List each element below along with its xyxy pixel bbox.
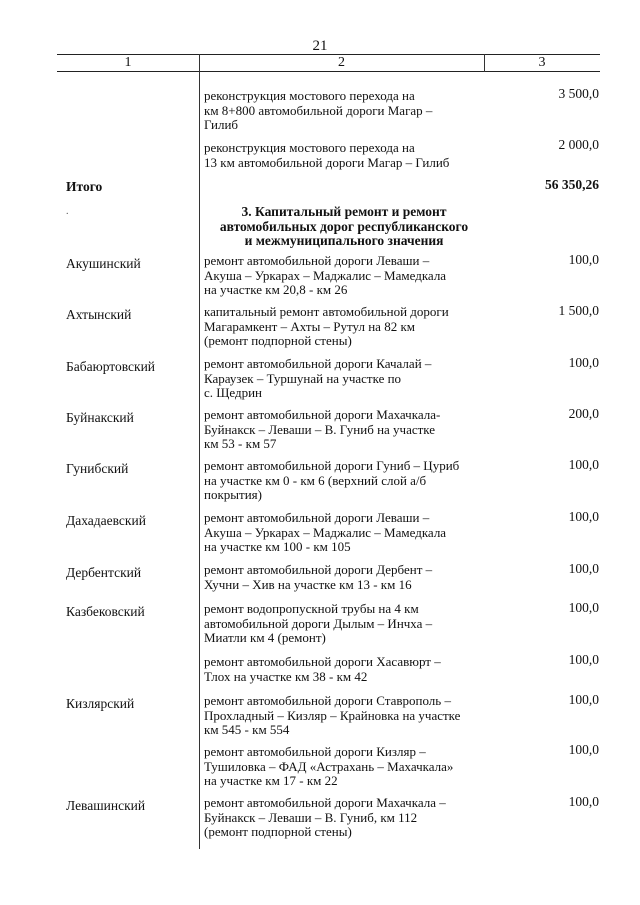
district-name: Кизлярский — [66, 696, 135, 711]
road-work-description: ремонт автомобильной дороги Гуниб – Цуриб на участке км 0 - км 6 (верхний слой а/б покрытия) — [204, 458, 460, 502]
road-work-description: ремонт автомобильной дороги Махачкала- Буйнакск – Леваши – В. Гуниб на участке км 53 - км 57 — [204, 407, 441, 451]
column-number-1: 1 — [124, 55, 132, 70]
amount: 100,0 — [568, 692, 599, 707]
district-name: Ахтынский — [66, 307, 132, 322]
district-name: Казбековский — [66, 604, 145, 619]
district-name: Буйнакский — [66, 410, 134, 425]
amount: 100,0 — [568, 600, 599, 615]
road-work-description: ремонт автомобильной дороги Хасавюрт – Тлох на участке км 38 - км 42 — [204, 654, 441, 684]
amount: 100,0 — [568, 742, 599, 757]
amount: 3 500,0 — [558, 86, 599, 101]
column-number-3: 3 — [538, 55, 546, 70]
amount: 100,0 — [568, 561, 599, 576]
total-label: Итого — [66, 179, 103, 194]
header-bottom-rule — [57, 71, 600, 72]
amount: 100,0 — [568, 355, 599, 370]
amount: 200,0 — [568, 406, 599, 421]
district-name: Гунибский — [66, 461, 129, 476]
district-name: Дахадаевский — [66, 513, 146, 528]
district-name: Акушинский — [66, 256, 141, 271]
road-work-description: ремонт автомобильной дороги Кизляр – Тушиловка – ФАД «Астрахань – Махачкала» на участке км 17 - км 22 — [204, 744, 454, 788]
road-work-description: ремонт автомобильной дороги Качалай – Караузек – Туршунай на участке по с. Щедрин — [204, 356, 432, 400]
district-name: Левашинский — [66, 798, 146, 813]
column-number-2: 2 — [338, 55, 345, 70]
amount: 100,0 — [568, 509, 599, 524]
road-work-description: реконструкция мостового перехода на 13 км автомобильной дороги Магар – Гилиб — [204, 140, 450, 170]
column-divider-right — [484, 54, 485, 72]
road-work-description: ремонт автомобильной дороги Леваши – Акуша – Уркарах – Маджалис – Мамедкала на участке км 100 - км 105 — [204, 510, 447, 554]
road-work-description: капитальный ремонт автомобильной дороги Магарамкент – Ахты – Рутул на 82 км (ремонт подпорной стены) — [204, 304, 449, 348]
amount: 2 000,0 — [558, 137, 599, 152]
road-work-description: ремонт водопропускной трубы на 4 км автомобильной дороги Дылым – Инчха – Миатли км 4 (ремонт) — [204, 601, 433, 645]
road-work-description: ремонт автомобильной дороги Леваши – Акуша – Уркарах – Маджалис – Мамедкала на участке км 20,8 - км 26 — [204, 253, 447, 297]
amount: 100,0 — [568, 794, 599, 809]
total-amount: 56 350,26 — [545, 177, 599, 192]
amount: 1 500,0 — [558, 303, 599, 318]
road-work-description: ремонт автомобильной дороги Ставрополь – Прохладный – Кизляр – Крайновка на участке км 545 - км 554 — [204, 693, 461, 737]
amount: 100,0 — [568, 457, 599, 472]
page-number: 21 — [312, 38, 328, 54]
road-work-description: реконструкция мостового перехода на км 8+800 автомобильной дороги Магар – Гилиб — [204, 88, 433, 132]
margin-dot: . — [66, 206, 69, 217]
amount: 100,0 — [568, 652, 599, 667]
district-name: Дербентский — [66, 565, 142, 580]
amount: 100,0 — [568, 252, 599, 267]
section-heading: 3. Капитальный ремонт и ремонт автомобильных дорог республиканского и межмуниципального значения — [219, 204, 469, 248]
district-name: Бабаюртовский — [66, 359, 156, 374]
road-work-description: ремонт автомобильной дороги Дербент – Хучни – Хив на участке км 13 - км 16 — [204, 562, 433, 592]
column-divider-left — [199, 54, 200, 849]
road-work-description: ремонт автомобильной дороги Махачкала – Буйнакск – Леваши – В. Гуниб, км 112 (ремонт подпорной стены) — [204, 795, 446, 839]
